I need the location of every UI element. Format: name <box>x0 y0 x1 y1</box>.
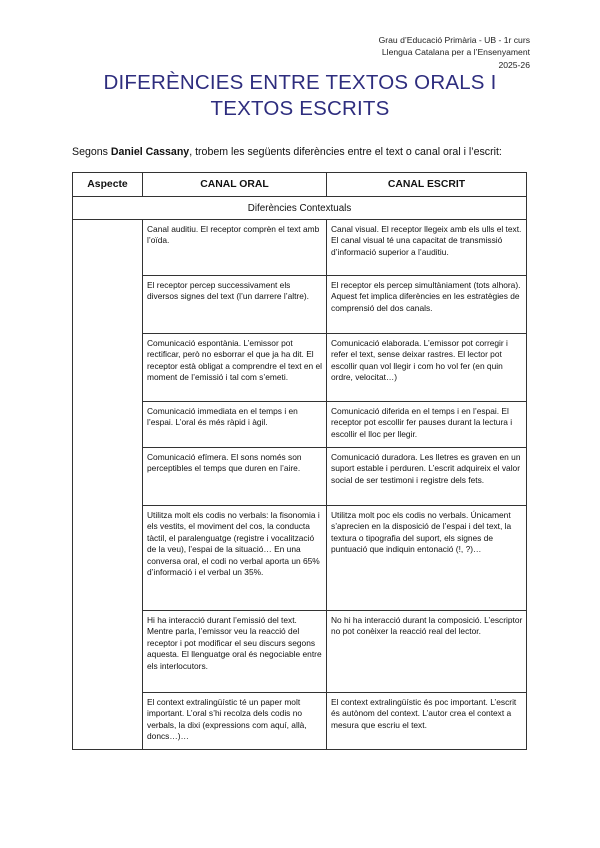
header-canal-oral: CANAL ORAL <box>143 173 327 197</box>
differences-table <box>72 172 527 750</box>
aspect-cell <box>73 220 143 750</box>
header-subject-line: Llengua Catalana per a l’Ensenyament <box>381 47 530 58</box>
section-title: Diferències Contextuals <box>73 197 527 220</box>
table-header-row <box>73 173 527 197</box>
table-row <box>73 220 527 276</box>
header-year-line: 2025-26 <box>498 59 530 70</box>
section-row <box>73 197 527 220</box>
intro-author: Daniel Cassany <box>110 146 190 158</box>
intro-before: Segons <box>72 146 111 158</box>
escrit-cell: Utilitza molt poc els codis no verbals. Únicament s’aprecien en la disposició de l’espai i del text, la textura o tipografia del suport, els signes de puntuació que indiquin entonació (!, ?)… <box>327 506 527 611</box>
escrit-cell: Canal visual. El receptor llegeix amb els ulls el text. El canal visual té una capacitat de transmissió d’informació superior a l’auditiu. <box>327 220 527 276</box>
header-course-line: Grau d’Educació Primària - UB - 1r curs <box>378 35 530 45</box>
header-aspecte: Aspecte <box>73 173 143 197</box>
page-title <box>0 70 600 122</box>
escrit-cell: El receptor els percep simultàniament (tots alhora). Aquest fet implica diferències en les estratègies de comprensió del dos canals. <box>327 276 527 334</box>
title-line-1: DIFERÈNCIES ENTRE TEXTOS ORALS I <box>103 71 497 94</box>
intro-after: , trobem les següents diferències entre el text o canal oral i l’escrit: <box>189 146 502 158</box>
oral-cell: El receptor percep successivament els diversos signes del text (l’un darrere l’altre). <box>143 276 327 334</box>
oral-cell: Hi ha interacció durant l’emissió del text. Mentre parla, l’emissor veu la reacció del receptor i pot modificar el seu discurs segons aquesta. El llenguatge oral és negociable entre els interlocutors. <box>143 611 327 693</box>
escrit-cell: No hi ha interacció durant la composició. L’escriptor no pot conèixer la reacció real del lector. <box>327 611 527 693</box>
oral-cell: El context extralingüístic té un paper molt important. L’oral s’hi recolza dels codis no verbals, la dixi (expressions com aquí, allà, doncs…)… <box>143 693 327 750</box>
oral-cell: Comunicació efímera. El sons només son perceptibles el temps que duren en l’aire. <box>143 448 327 506</box>
oral-cell: Comunicació immediata en el temps i en l’espai. L’oral és més ràpid i àgil. <box>143 402 327 448</box>
intro-paragraph <box>72 146 502 158</box>
escrit-cell: Comunicació elaborada. L’emissor pot corregir i refer el text, sense deixar rastres. El lector pot escollir quan vol llegir i com ho vol fer (en quin ordre, velocitat…) <box>327 334 527 402</box>
document-header <box>379 34 530 71</box>
escrit-cell: Comunicació duradora. Les lletres es graven en un suport estable i perduren. L’escrit adquireix el valor social de ser testimoni i registre dels fets. <box>327 448 527 506</box>
header-canal-escrit: CANAL ESCRIT <box>327 173 527 197</box>
title-line-2: TEXTOS ESCRITS <box>210 97 390 120</box>
oral-cell: Canal auditiu. El receptor comprèn el text amb l’oïda. <box>143 220 327 276</box>
escrit-cell: El context extralingüístic és poc important. L’escrit és autònom del context. L’autor crea el context a mesura que escriu el text. <box>327 693 527 750</box>
oral-cell: Utilitza molt els codis no verbals: la fisonomia i els vestits, el moviment del cos, la conducta tàctil, el paralenguatge (registre i vocalització de la veu), l’espai de la situació… En una conversa oral, el codi no verbal aporta un 65% d’informació i el verbal un 35%. <box>143 506 327 611</box>
escrit-cell: Comunicació diferida en el temps i en l’espai. El receptor pot escollir fer pauses durant la lectura i escollir el lloc per llegir. <box>327 402 527 448</box>
oral-cell: Comunicació espontània. L’emissor pot rectificar, però no esborrar el que ja ha dit. El receptor està obligat a comprendre el text en el moment de l’emissió i tal com s’emeti. <box>143 334 327 402</box>
